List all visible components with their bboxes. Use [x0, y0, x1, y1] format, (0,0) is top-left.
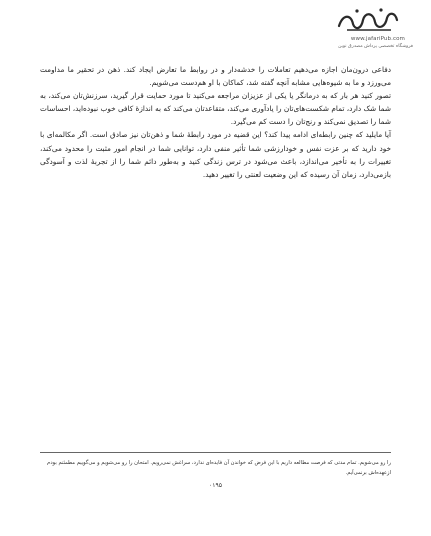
paragraph-3: آیا مایلید که چنین رابطه‌ای ادامه پیدا کند؟ این قضیه در مورد رابطهٔ شما و ذهن‌تان نیز صادق است. اگر مکالمه‌ای با خود دارید که بر عزت نفس و خودارزشی شما تأثیر منفی دارد، توانایی شما در انجام امور مثبت را محدود می‌کند، تغییرات را به تأخیر می‌اندازد، باعث می‌شود در ترس زندگی کنید و به‌طور دائم شما را از تجربهٔ لذت و آسودگی بازمی‌دارد، زمان آن رسیده که این وضعیت لعنتی را تغییر دهید. [40, 130, 391, 179]
paragraph-2: تصور کنید هر بار که به درمانگر یا یکی از عزیزان مراجعه می‌کنید تا مورد حمایت قرار گیرید، سرزنش‌تان می‌کند، به شما شک دارد، تمام شکست‌های‌تان را یادآوری می‌کند، متقاعدتان می‌کند که به اندازهٔ کافی خوب نبوده‌اید، احساسات شما را تصدیق نمی‌کند و رنج‌تان را دست کم می‌گیرد. [40, 91, 391, 127]
calligraphy-logo-icon [333, 6, 403, 34]
publisher-url: www.jafariPub.com [350, 36, 405, 42]
paragraph-1: دفاعی درون‌مان اجازه می‌دهیم تعاملات را خدشه‌دار و در روابط ما تعارض ایجاد کند. ذهن در تحقیر ما مداومت می‌ورزد و ما به شیوه‌هایی مشابه آنچه گفته شد، کماکان با او هم‌دست می‌شویم. [40, 65, 391, 88]
footnote-text: را رو می‌شویم. تمام مدتی که فرصت مطالعه داریم با این فرض که خواندن آن فایده‌ای ندارد، سراغش نمی‌رویم. امتحان را رو می‌شویم و می‌گوییم مطمئنم بودم ازعهده‌اش برنمی‌آیم. [47, 460, 391, 476]
page-number: ۰۱۹۵ [209, 482, 222, 489]
publisher-logo [321, 6, 421, 56]
footnote-divider [40, 452, 391, 453]
main-text [40, 63, 391, 181]
publisher-tagline: فروشگاه تخصصی پرداش مصدرق نوین [338, 44, 413, 49]
